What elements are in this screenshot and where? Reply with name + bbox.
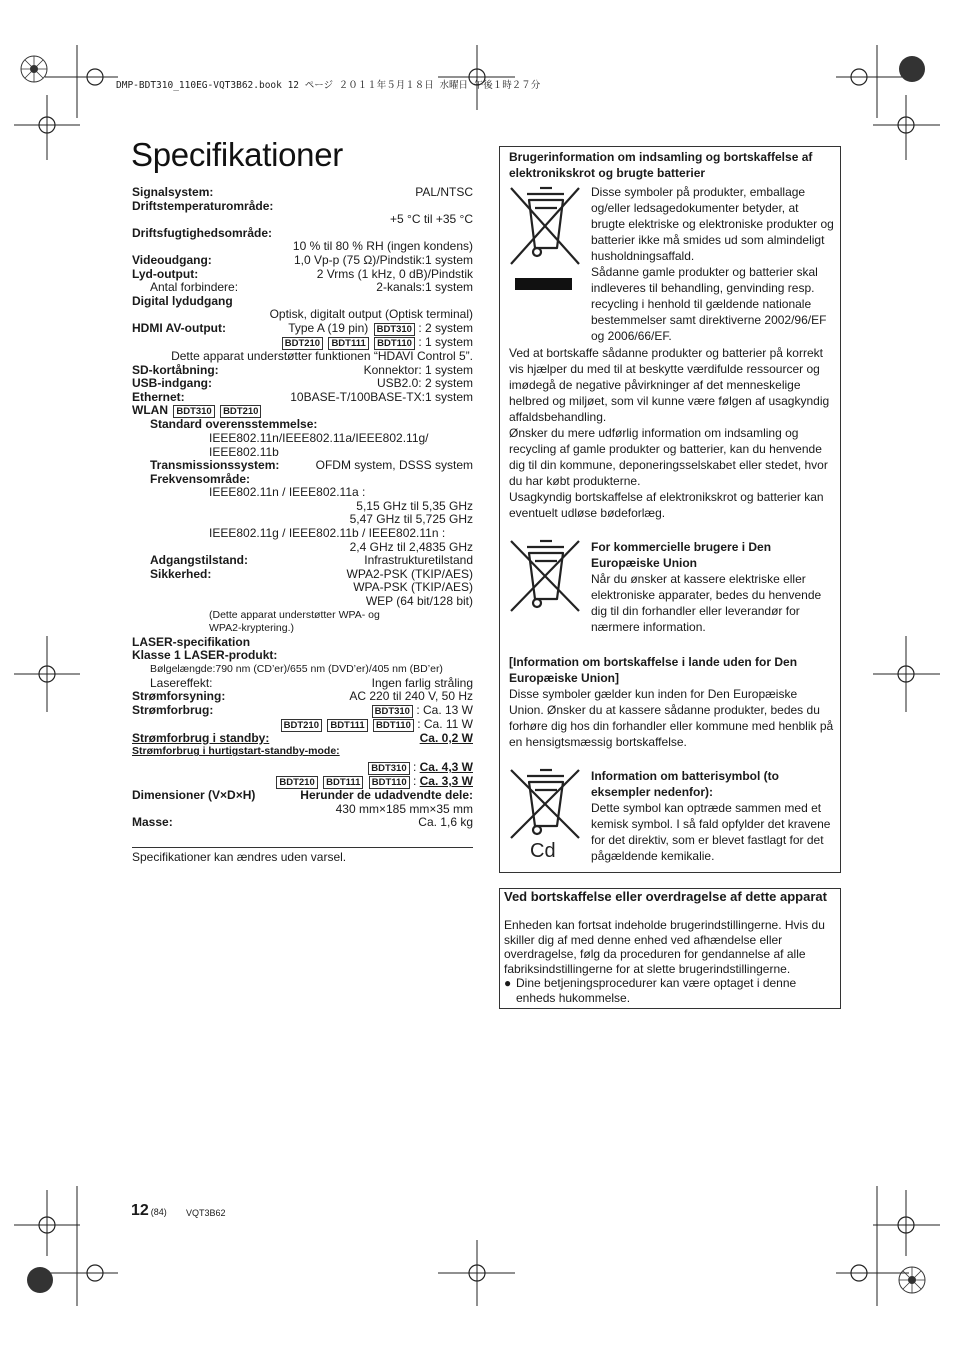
spec-power-use-2: BDT210 BDT111 BDT110 : Ca. 11 W (132, 718, 473, 732)
spec-power-use: Strømforbrug: BDT310 : Ca. 13 W (132, 702, 473, 717)
spec-wlan-trans: Transmissionssystem: OFDM system, DSSS system (150, 458, 473, 473)
file-header-line: DMP-BDT310_110EG-VQT3B62.book 12 ページ ２０１１年５月１８日 水曜日 午後１時２７分 (116, 80, 541, 91)
page-number: 12 (84) (131, 1202, 167, 1219)
spec-wlan: WLAN BDT310 BDT210 (132, 404, 473, 418)
spec-wlan-standard-2: IEEE802.11b (209, 444, 279, 459)
spec-wlan-security-3: WEP (64 bit/128 bit) (365, 594, 473, 609)
model-tag: BDT310 (372, 705, 413, 718)
transfer-bullet: ● Dine betjeningsprocedurer kan være optaget i denne enheds hukommelse. (504, 976, 797, 1005)
spec-laser-wave: Bølgelængde:790 nm (CD’er)/655 nm (DVD’er)/405 nm (BD’er) (150, 663, 443, 675)
crossed-out-wheelie-bin-icon (509, 186, 580, 266)
disposal-para-5: Usagkyndig bortskaffelse af elektronikskrot og batterier kan eventuelt udløse bødeforlæg. (509, 490, 824, 520)
spec-wlan-freq-5: 2,4 GHz til 2,4835 GHz (349, 539, 473, 554)
spec-wlan-freq-1: IEEE802.11n / IEEE802.11a : (209, 485, 366, 500)
spec-driftsfugt-label: Driftsfugtighedsområde: (132, 225, 273, 240)
spec-ethernet: Ethernet: 10BASE-T/100BASE-TX:1 system (132, 389, 473, 404)
spec-laser-label: LASER-specifikation (132, 634, 251, 649)
solid-bar-symbol (515, 278, 572, 290)
spec-signalsystem: Signalsystem: PAL/NTSC (132, 185, 473, 199)
battery-text: Dette symbol kan optræde sammen med et kemisk symbol. I så fald opfylder det kravene for det direktiv, som er blevet fastlagt for det pågældende kemikalie. (591, 801, 831, 863)
spec-wlan-security: Sikkerhed: WPA2-PSK (TKIP/AES) (150, 566, 473, 581)
disposal-para-2: Sådanne gamle produkter og batterier skal indleveres til behandling, genvinding resp. recycling i henhold til gældende nationale bestemmelser samt direktiverne 2002/96/EF og 2006/66/EF. (591, 265, 827, 343)
spec-laser-class: Klasse 1 LASER-produkt: (132, 648, 278, 663)
spec-quick-standby-1: BDT310 : Ca. 4,3 W (132, 761, 473, 775)
spec-wlan-freq-label: Frekvensområde: (150, 471, 251, 486)
bullet-icon: ● (504, 976, 512, 990)
transfer-heading: Ved bortskaffelse eller overdragelse af dette apparat (504, 889, 827, 904)
spec-digital-lyd-value: Optisk, digitalt output (Optisk terminal) (269, 307, 473, 322)
spec-antal-forbindere: Antal forbindere: 2-kanals:1 system (150, 280, 473, 295)
spec-divider (132, 847, 473, 848)
spec-wlan-freq-3: 5,47 GHz til 5,725 GHz (349, 512, 473, 527)
spec-wlan-standard-label: Standard overensstemmelse: (150, 417, 318, 432)
spec-driftstemp-value: +5 °C til +35 °C (390, 212, 473, 227)
spec-dimensions-value: 430 mm×185 mm×35 mm (335, 801, 473, 816)
document-code: VQT3B62 (186, 1208, 226, 1218)
battery-heading: Information om batterisymbol (to eksempler nedenfor): (591, 769, 780, 799)
spec-list (132, 186, 473, 830)
disposal-para-4: Ønsker du mere udførlig information om indsamling og recycling af gamle produkter og batterier, kan du henvende dig til din kommune, deponeringsselskabet eller stedet, hvor du har købt produkterne. (509, 426, 828, 488)
model-tag: BDT111 (327, 719, 367, 732)
spec-sd: SD-kortåbning: Konnektor: 1 system (132, 362, 473, 377)
spec-mass: Masse: Ca. 1,6 kg (132, 815, 473, 830)
spec-quick-standby-label: Strømforbrug i hurtigstart-standby-mode: (132, 745, 340, 758)
model-tag: BDT110 (369, 776, 410, 789)
spec-videoudgang: Videoudgang: 1,0 Vp-p (75 Ω)/Pindstik:1 system (132, 252, 473, 267)
spec-dimensions: Dimensioner (V×D×H) Herunder de udadvendte dele: (132, 787, 473, 802)
spec-hdmi-2: BDT210 BDT111 BDT110 : 1 system (132, 336, 473, 350)
cadmium-symbol: Cd (530, 840, 556, 862)
spec-wlan-security-note-1: (Dette apparat understøtter WPA- og (209, 608, 380, 621)
spec-quick-standby-2: BDT210 BDT111 BDT110 : Ca. 3,3 W (132, 775, 473, 789)
outside-eu-heading: [Information om bortskaffelse i lande uden for Den Europæiske Union] (509, 655, 798, 685)
spec-driftstemp-label: Driftstemperaturområde: (132, 198, 274, 213)
model-tag: BDT310 (368, 762, 409, 775)
spec-wlan-security-2: WPA-PSK (TKIP/AES) (353, 580, 473, 595)
model-tag: BDT111 (328, 337, 368, 350)
model-tag: BDT210 (276, 776, 317, 789)
spec-wlan-freq-2: 5,15 GHz til 5,35 GHz (356, 498, 473, 513)
spec-laser-effect: Lasereffekt: Ingen farlig stråling (150, 675, 473, 690)
spec-digital-lyd-label: Digital lydudgang (132, 293, 233, 308)
model-tag: BDT110 (373, 719, 414, 732)
model-tag: BDT310 (374, 323, 415, 336)
commercial-text: Når du ønsker at kassere elektriske eller elektroniske apparater, bedes du henvende dig til din forhandler eller leverandør for nærmere information. (591, 572, 822, 634)
transfer-text: Enheden kan fortsat indeholde brugerindstillingerne. Hvis du skiller dig af med denne enhed ved afhændelse eller overdragelse, følg da proceduren for gendannelse af alle fabriksindstillingerne for at slette brugerindstillingerne. (504, 918, 825, 976)
spec-wlan-access: Adgangstilstand: Infrastrukturetilstand (150, 553, 473, 568)
crossed-out-wheelie-bin-icon (509, 539, 580, 613)
disposal-para-3: Ved at bortskaffe sådanne produkter og batterier på korrekt vis hjælper du med til at beskytte værdifulde ressourcer og imødegå de negative påvirkninger af det menneskelige helbred og miljøet, som vil kunne være følgen af usagkyndig affaldsbehandling. (509, 346, 830, 424)
crossed-out-wheelie-bin-icon (509, 768, 580, 840)
disposal-heading: Brugerinformation om indsamling og bortskaffelse af elektronikskrot og brugte batterier (509, 150, 813, 180)
spec-footnote: Specifikationer kan ændres uden varsel. (132, 850, 347, 864)
spec-wlan-standard-1: IEEE802.11n/IEEE802.11a/IEEE802.11g/ (209, 430, 429, 445)
model-tag: BDT210 (282, 337, 323, 350)
spec-hdmi: HDMI AV-output: Type A (19 pin) BDT310 : 2 system (132, 320, 473, 335)
spec-usb: USB-indgang: USB2.0: 2 system (132, 376, 473, 391)
spec-hdmi-note: Dette apparat understøtter funktionen “HDAVI Control 5”. (171, 348, 473, 363)
commercial-heading: For kommercielle brugere i Den Europæiske Union (591, 540, 772, 570)
spec-wlan-security-note-2: WPA2-kryptering.) (209, 622, 294, 635)
spec-power-supply: Strømforsyning: AC 220 til 240 V, 50 Hz (132, 689, 473, 704)
page-title: Specifikationer (131, 136, 343, 173)
spec-standby: Strømforbrug i standby: Ca. 0,2 W (132, 730, 473, 745)
spec-driftsfugt-value: 10 % til 80 % RH (ingen kondens) (292, 239, 473, 254)
model-tag: BDT310 (173, 405, 214, 418)
outside-eu-text: Disse symboler gælder kun inden for Den Europæiske Union. Ønsker du at kassere sådanne produkter, bedes du forhøre dig hos din forhandler eller kommune med henblik på en hensigtsmæssig bortskaffelse. (509, 687, 834, 749)
model-tag: BDT210 (220, 405, 261, 418)
spec-wlan-freq-4: IEEE802.11g / IEEE802.11b / IEEE802.11n : (209, 526, 446, 541)
model-tag: BDT110 (374, 337, 415, 350)
spec-lydoutput: Lyd-output: 2 Vrms (1 kHz, 0 dB)/Pindstik (132, 266, 473, 281)
model-tag: BDT210 (281, 719, 322, 732)
model-tag: BDT111 (323, 776, 363, 789)
disposal-para-1: Disse symboler på produkter, emballage og/eller ledsagedokumenter betyder, at brugte elektriske og elektroniske produkter og batterier ikke må smides ud som almindeligt husholdningsaffald. (591, 185, 834, 263)
